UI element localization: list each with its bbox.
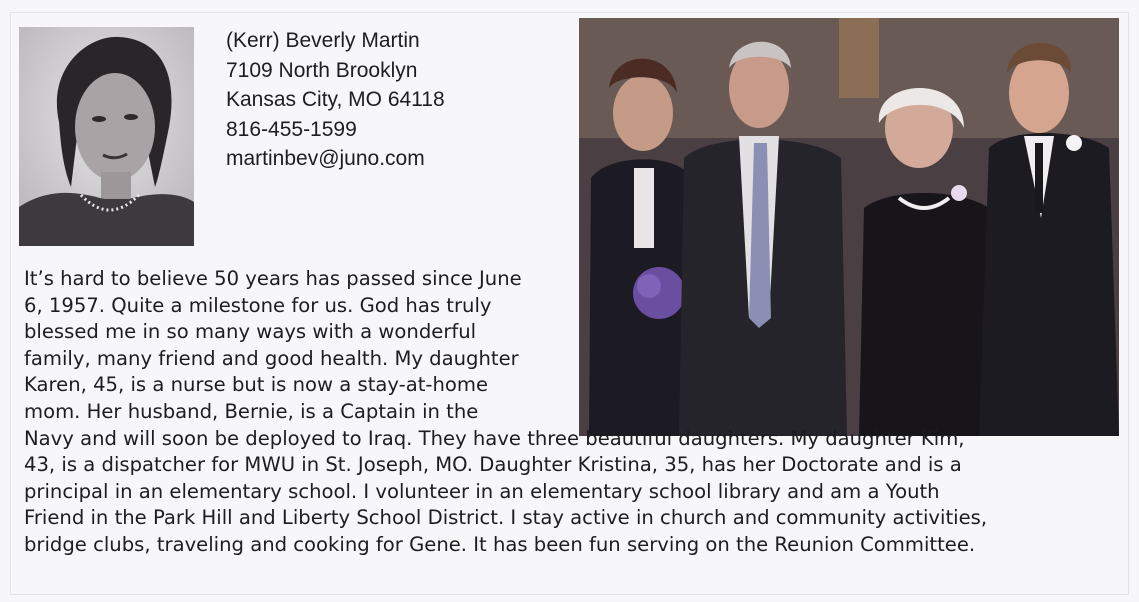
story-line: 43, is a dispatcher for MWU in St. Joseph, MO. Daughter Kristina, 35, has her Doctorate and is a [24, 453, 962, 477]
story-line: Karen, 45, is a nurse but is now a stay-at-home [24, 373, 489, 397]
senior-portrait-photo [19, 27, 194, 246]
story-line: Friend in the Park Hill and Liberty School District. I stay active in church and community activities, [24, 506, 988, 530]
story-line: blessed me in so many ways with a wonderful [24, 320, 477, 344]
contact-name: (Kerr) Beverly Martin [226, 29, 420, 52]
contact-phone: 816-455-1599 [226, 117, 357, 141]
story-line: principal in an elementary school. I volunteer in an elementary school library and am a Youth [24, 479, 940, 503]
contact-info [226, 26, 445, 174]
portrait-illustration [19, 27, 194, 246]
contact-email[interactable]: martinbev@juno.com [226, 147, 425, 170]
story-text [24, 266, 987, 559]
story-line: 6, 1957. Quite a milestone for us. God has truly [24, 293, 492, 317]
contact-city: Kansas City, MO 64118 [226, 88, 445, 111]
story-line: family, many friend and good health. My daughter [24, 346, 519, 370]
story-line: mom. Her husband, Bernie, is a Captain in the [24, 399, 479, 423]
contact-street: 7109 North Brooklyn [226, 58, 418, 82]
story-line: Navy and will soon be deployed to Iraq. They have three beautiful daughters. My daughter Kim, [24, 426, 965, 450]
story-line: bridge clubs, traveling and cooking for Gene. It has been fun serving on the Reunion Committee. [24, 532, 976, 556]
story-line: It’s hard to believe 50 years has passed since June [24, 267, 522, 290]
